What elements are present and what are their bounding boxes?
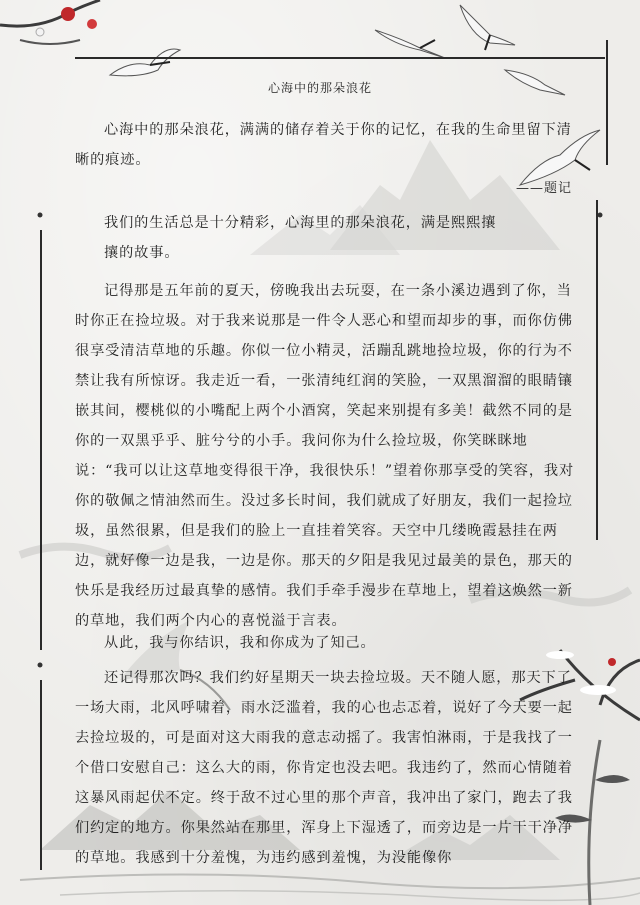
ornament-dot <box>38 663 43 668</box>
paragraph-2: 记得那是五年前的夏天，傍晚我出去玩耍，在一条小溪边遇到了你，当时你正在捡垃圾。对于我来说那是一件令人恶心和望而却步的事，而你仿佛很享受清洁草地的乐趣。你似一位小精灵，活蹦乱跳地捡垃圾，你的行为不禁让我有所惊讶。我走近一看，一张清纯红润的笑脸，一双黑溜溜的眼睛镶嵌其间，樱桃似的小嘴配上两个小酒窝，笑起来别提有多美！截然不同的是你的一双黑乎乎、脏兮兮的小手。我问你为什么捡垃圾，你笑眯眯地说：“我可以让这草地变得很干净，我很快乐！”望着你那享受的笑容，我对你的敬佩之情油然而生。没过多长时间，我们就成了好朋友，我们一起捡垃圾，虽然很累，但是我们的脸上一直挂着笑容。天空中几缕晚霞悬挂在两边，就好像一边是我，一边是你。那天的夕阳是我见过最美的景色，那天的快乐是我经历过最真挚的感情。我们手牵手漫步在草地上，望着这焕然一新的草地，我们两个内心的喜悦溢于言表。 <box>75 283 575 629</box>
plum-branch <box>0 0 100 26</box>
frame-left-lower-line <box>40 680 42 870</box>
paragraph-4: 还记得那次吗？我们约好星期天一块去捡垃圾。天不随人愿，那天下了一场大雨，北风呼啸着，雨水泛滥着，我的心也忐忑着，说好了今天要一起去捡垃圾的，可是面对这大雨我的意志动摇了。我害怕淋雨，于是我找了一个借口安慰自己：这么大的雨，你肯定也没去吧。我违约了，然而心情随着这暴风雨起伏不定。终于敌不过心里的那个声音，我冲出了家门，跑去了我们约定的地方。你果然站在那里，浑身上下湿透了，而旁边是一片干干净净的草地。我感到十分羞愧，为违约感到羞愧，为没能像你 <box>75 670 573 866</box>
ornament-dot <box>38 213 43 218</box>
plum-branch <box>20 40 80 44</box>
plum-blossom <box>608 658 616 666</box>
crane-icon <box>110 49 180 76</box>
crane-icon <box>460 5 515 50</box>
bamboo-stalk <box>589 740 600 905</box>
bamboo-leaf <box>595 775 630 783</box>
paragraph-1-line-1: 我们的生活总是十分精彩，心海里的那朵浪花，满是熙熙攘 <box>104 215 497 231</box>
frame-right-line <box>596 200 598 540</box>
plum-blossom <box>87 19 97 29</box>
snow-patch <box>580 685 616 695</box>
frame-left-line <box>40 230 42 650</box>
frame-top-right-line <box>606 40 608 165</box>
ornament-dot <box>598 213 603 218</box>
paragraph-1-line-2: 攘的故事。 <box>104 245 180 261</box>
plum-blossom <box>61 7 75 21</box>
water-lines <box>60 891 640 901</box>
epigraph-signature: ——题记 <box>515 181 572 196</box>
crane-icon <box>375 30 445 58</box>
epigraph-text: 心海中的那朵浪花，满满的储存着关于你的记忆，在我的生命里留下清晰的痕迹。 <box>75 122 572 168</box>
paragraph-3: 从此，我与你结识，我和你成为了知己。 <box>104 635 376 651</box>
plum-blossom <box>36 28 44 36</box>
water-lines <box>20 874 640 888</box>
frame-top-line <box>75 57 605 59</box>
document-title: 心海中的那朵浪花 <box>267 81 372 95</box>
paragraph-1 <box>75 208 575 268</box>
